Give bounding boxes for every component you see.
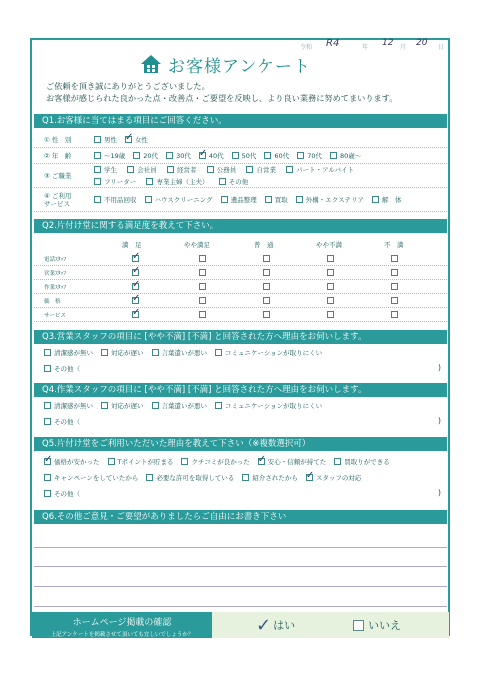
- q3-option[interactable]: 対応が遅い: [101, 348, 144, 357]
- homepage-consent-options: [212, 612, 449, 638]
- job-option[interactable]: フリーター: [94, 177, 136, 186]
- q5-option[interactable]: 買取りができる: [334, 457, 390, 466]
- service-option[interactable]: 不用品回収: [94, 195, 137, 204]
- q5-option-checked[interactable]: ✓ 安心・信頼が持てた: [258, 457, 327, 466]
- writing-line: [34, 566, 447, 567]
- age-option[interactable]: 20代: [133, 151, 158, 160]
- q5-option[interactable]: 紹介されたから: [242, 473, 298, 482]
- q2-rating-checked[interactable]: [132, 269, 139, 276]
- q3-section: [34, 346, 447, 378]
- age-option[interactable]: 50代: [232, 151, 257, 160]
- q2-row-sales: 営業ｽﾀｯﾌ ✓: [34, 266, 447, 280]
- q1-service-row: [34, 188, 447, 212]
- q1-gender-label: ① 性 別: [44, 135, 72, 144]
- q6-heading: Q6.その他ご意見・ご要望がありましたらご自由にお書き下さい: [34, 510, 447, 524]
- q2-row-phone: 電話ｽﾀｯﾌ ✓: [34, 252, 447, 266]
- q1-job-row: [34, 164, 447, 188]
- date-month-value: 12: [382, 38, 394, 48]
- q3-other-option[interactable]: その他（: [44, 364, 80, 373]
- q2-col-header: やや満足: [184, 241, 210, 249]
- homepage-consent-label: [32, 612, 212, 638]
- q2-col-header: 満 足: [122, 241, 142, 249]
- page-title-text: お客様アンケート: [168, 56, 311, 77]
- job-option[interactable]: 自営業: [246, 165, 276, 174]
- date-month-unit: 月: [400, 44, 407, 51]
- writing-line: [34, 606, 447, 607]
- q2-col-header: 普 通: [254, 241, 274, 249]
- q4-paren-close: ): [437, 416, 441, 425]
- q3-heading: Q3.営業スタッフの項目に [やや不満] [不満] と回答された方へ理由をお伺いします。: [34, 330, 447, 344]
- q2-rating-checked[interactable]: [132, 297, 139, 304]
- homepage-consent-subtitle: 上記アンケートを掲載させて頂いても宜しいでしょうか？: [50, 632, 194, 638]
- age-option[interactable]: 〜19歳: [94, 151, 125, 160]
- q2-rating-checked[interactable]: [132, 255, 139, 262]
- q2-rating-checked[interactable]: [132, 311, 139, 318]
- q3-option[interactable]: 言葉遣いが悪い: [152, 348, 208, 357]
- consent-yes-option[interactable]: ✓ はい: [256, 614, 296, 636]
- intro-line-1: ご依頼を頂き誠にありがとうございました。: [46, 81, 210, 91]
- q1-section: [34, 132, 447, 212]
- q2-col-header: 不 満: [384, 241, 404, 249]
- q1-job-label: ③ ご職業: [44, 171, 72, 180]
- job-option[interactable]: その他: [219, 177, 249, 186]
- q5-option[interactable]: Tポイントが貯まる: [108, 457, 174, 466]
- homepage-consent: [32, 612, 449, 638]
- job-option[interactable]: 公務員: [207, 165, 237, 174]
- gender-male-option[interactable]: 男性: [94, 135, 117, 144]
- q4-option[interactable]: 清潔感が無い: [44, 401, 93, 410]
- q4-section: [34, 399, 447, 431]
- q1-service-label: ④ ご利用 サービス: [44, 191, 72, 208]
- q3-option[interactable]: 清潔感が無い: [44, 348, 93, 357]
- date-year-unit: 年: [362, 44, 369, 51]
- q5-heading: Q5.片付け堂をご利用いただいた理由を教えて下さい（※複数選択可）: [34, 437, 447, 451]
- job-option[interactable]: 専業主婦（主夫）: [146, 177, 208, 186]
- q2-row-work: 作業ｽﾀｯﾌ ✓: [34, 280, 447, 294]
- q5-section: [34, 453, 447, 505]
- q2-heading: Q2.片付け堂に関する満足度を教えて下さい。: [34, 219, 447, 233]
- age-option[interactable]: 30代: [166, 151, 191, 160]
- q2-row-price: 価 格 ✓: [34, 294, 447, 308]
- service-option[interactable]: 遺品整理: [221, 195, 257, 204]
- q5-option-checked[interactable]: ✓ スタッフの対応: [306, 473, 362, 482]
- job-option[interactable]: 学生: [94, 165, 117, 174]
- q5-other-option[interactable]: その他（: [44, 489, 80, 498]
- q3-option[interactable]: コミュニケーションが取りにくい: [215, 348, 322, 357]
- intro-line-2: お客様が感じられた良かった点・改善点・ご要望を反映し、より良い業務に努めてまいります。: [46, 93, 398, 103]
- age-option[interactable]: 60代: [264, 151, 289, 160]
- q4-option[interactable]: コミュニケーションが取りにくい: [215, 401, 322, 410]
- q2-col-header: やや不満: [316, 241, 342, 249]
- job-option[interactable]: パート・アルバイト: [286, 165, 354, 174]
- service-option[interactable]: 解 体: [372, 195, 402, 204]
- service-option[interactable]: 買取: [265, 195, 288, 204]
- checkbox[interactable]: [353, 620, 364, 631]
- page-title: [140, 52, 311, 76]
- date-year-value: R4: [326, 38, 340, 49]
- date-bar: [300, 40, 450, 54]
- q4-option[interactable]: 対応が遅い: [101, 401, 144, 410]
- q4-heading: Q4.作業スタッフの項目に [やや不満] [不満] と回答された方へ理由をお伺いします。: [34, 383, 447, 397]
- writing-line: [34, 586, 447, 587]
- writing-line: [34, 547, 447, 548]
- q1-gender-row: [34, 132, 447, 148]
- q4-option[interactable]: 言葉遣いが悪い: [152, 401, 208, 410]
- gender-female-option[interactable]: ✓ 女性: [125, 135, 148, 144]
- house-icon: [140, 54, 162, 74]
- q1-age-row: [34, 148, 447, 164]
- checkbox-checked[interactable]: [125, 136, 132, 143]
- checkbox[interactable]: [94, 136, 101, 143]
- q5-option-checked[interactable]: ✓ 価格が安かった: [44, 457, 100, 466]
- date-day-unit: 日: [438, 44, 445, 51]
- q4-other-option[interactable]: その他（: [44, 417, 80, 426]
- q5-option[interactable]: クチコミが良かった: [181, 457, 249, 466]
- job-option[interactable]: 会社員: [127, 165, 157, 174]
- q3-paren-close: ): [437, 363, 441, 372]
- age-option-checked[interactable]: ✓ 40代: [199, 151, 224, 160]
- q1-age-label: ② 年 齢: [44, 151, 72, 160]
- check-mark-icon: ✓: [256, 614, 272, 636]
- q5-option[interactable]: 必要な許可を取得している: [146, 473, 234, 482]
- q1-heading: Q1.お客様に当てはまる項目にご回答ください。: [34, 114, 447, 128]
- age-option[interactable]: 80歳〜: [330, 151, 361, 160]
- intro-text: [46, 80, 446, 104]
- age-option[interactable]: 70代: [297, 151, 322, 160]
- service-option[interactable]: ハウスクリーニング: [145, 195, 213, 204]
- homepage-consent-title: ホームページ掲載の確認: [72, 618, 172, 628]
- service-option[interactable]: 外構・エクステリア: [296, 195, 364, 204]
- date-day-value: 20: [416, 38, 428, 48]
- job-option[interactable]: 経営者: [167, 165, 197, 174]
- q2-rating-checked[interactable]: [132, 283, 139, 290]
- consent-no-option[interactable]: いいえ: [353, 617, 401, 633]
- date-era-label: 令和: [300, 44, 313, 51]
- q5-option[interactable]: キャンペーンをしていたから: [44, 473, 138, 482]
- q2-row-service: サービス ✓: [34, 308, 447, 322]
- q5-paren-close: ): [437, 488, 441, 497]
